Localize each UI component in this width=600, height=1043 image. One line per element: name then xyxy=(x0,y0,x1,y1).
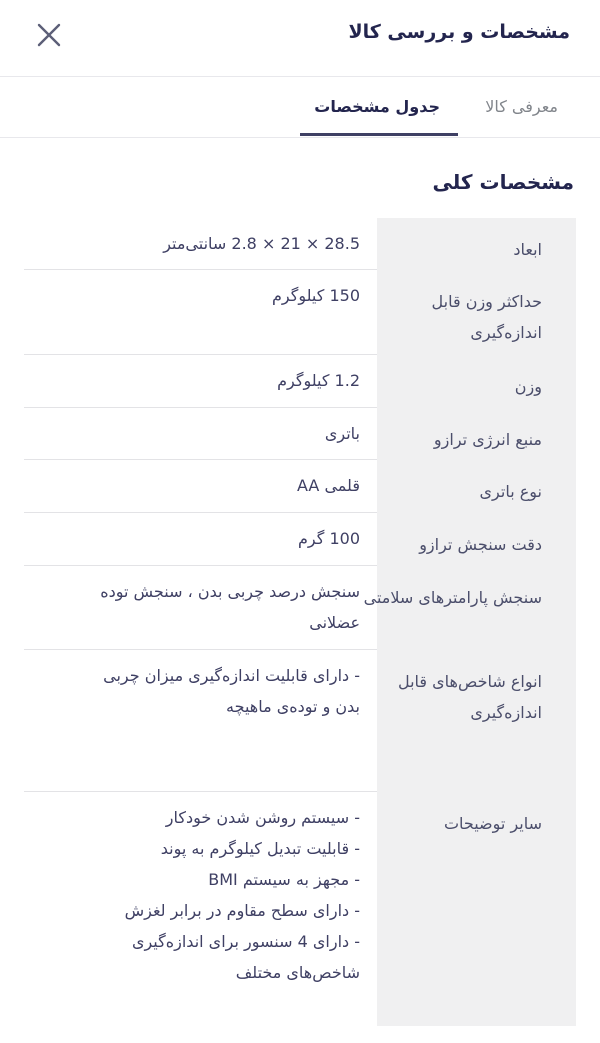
spec-key: حداکثر وزن قابل اندازه‌گیری xyxy=(431,292,542,342)
spec-value-line: - سیستم روشن شدن خودکار xyxy=(165,808,360,827)
spec-key-cell xyxy=(377,513,576,566)
spec-value-line: 1.2 کیلوگرم xyxy=(277,371,360,390)
spec-value-line: - دارای قابلیت اندازه‌گیری میزان چربی xyxy=(103,666,360,685)
spec-key: دقت سنجش ترازو xyxy=(419,535,542,554)
spec-value-line: - دارای 4 سنسور برای اندازه‌گیری xyxy=(131,932,360,951)
spec-key-cell xyxy=(377,408,576,460)
spec-value-line: عضلانی xyxy=(309,613,360,632)
spec-row-measurable-indices xyxy=(0,650,600,792)
spec-key-cell xyxy=(377,650,576,792)
spec-key: نوع باتری xyxy=(479,482,542,501)
spec-row-dimensions xyxy=(0,218,600,270)
spec-key: وزن xyxy=(514,377,542,396)
spec-row-accuracy xyxy=(0,513,600,566)
spec-value-line: باتری xyxy=(324,424,360,443)
header xyxy=(0,0,600,77)
page-title: مشخصات و بررسی کالا xyxy=(348,21,570,43)
spec-value xyxy=(30,523,360,554)
specs-table xyxy=(0,218,600,1026)
spec-value-line: 150 کیلوگرم xyxy=(272,286,360,305)
tab-specs-table[interactable]: جدول مشخصات xyxy=(314,97,440,116)
spec-value-line: 28.5 × 21 × 2.8 سانتی‌متر xyxy=(163,234,360,253)
spec-value-line: - قابلیت تبدیل کیلوگرم به پوند xyxy=(160,839,360,858)
spec-value xyxy=(30,660,360,722)
spec-key: سنجش پارامترهای سلامتی xyxy=(363,588,542,607)
spec-value xyxy=(30,470,360,501)
spec-row-power-source xyxy=(0,408,600,460)
spec-value xyxy=(30,280,360,311)
spec-row-weight xyxy=(0,355,600,408)
spec-row-battery-type xyxy=(0,460,600,513)
section-title: مشخصات کلی xyxy=(432,170,574,194)
spec-key-cell xyxy=(377,355,576,408)
spec-value-line: شاخص‌های مختلف xyxy=(235,963,360,982)
spec-key-cell xyxy=(377,270,576,355)
spec-key: منبع انرژی ترازو xyxy=(433,430,542,449)
active-tab-indicator xyxy=(300,133,458,136)
tab-product-intro[interactable]: معرفی کالا xyxy=(485,97,558,116)
spec-row-health-params xyxy=(0,566,600,650)
spec-key: انواع شاخص‌های قابل اندازه‌گیری xyxy=(397,672,542,722)
spec-value xyxy=(30,365,360,396)
spec-key-cell xyxy=(377,792,576,1026)
spec-key: ابعاد xyxy=(513,240,542,259)
spec-value xyxy=(30,576,360,638)
spec-value-line: بدن و توده‌ی ماهیچه xyxy=(226,697,360,716)
spec-row-max-weight xyxy=(0,270,600,355)
spec-value-line: قلمی AA xyxy=(297,476,360,495)
spec-value-line: - مجهز به سیستم BMI xyxy=(208,870,360,889)
spec-value xyxy=(30,802,360,988)
close-icon xyxy=(34,20,64,50)
spec-key-cell xyxy=(377,218,576,270)
spec-value-line: سنجش درصد چربی بدن ، سنجش توده xyxy=(100,582,360,601)
spec-value xyxy=(30,228,360,259)
spec-value xyxy=(30,418,360,449)
spec-row-other-notes xyxy=(0,792,600,1026)
spec-key-cell xyxy=(363,566,576,650)
spec-value-line: 100 گرم xyxy=(298,529,360,548)
close-button[interactable] xyxy=(34,20,64,50)
spec-key-cell xyxy=(377,460,576,513)
spec-key: سایر توضیحات xyxy=(443,814,542,833)
tab-bar xyxy=(0,77,600,138)
spec-value-line: - دارای سطح مقاوم در برابر لغزش xyxy=(124,901,360,920)
